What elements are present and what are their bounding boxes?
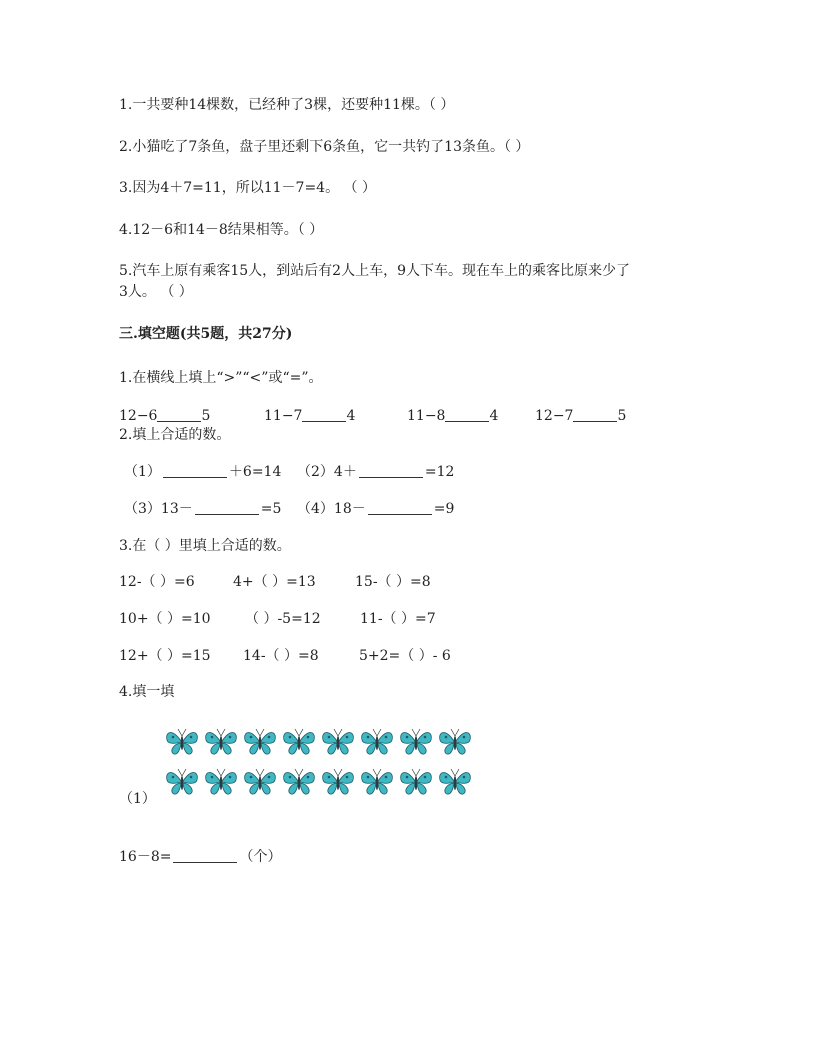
- butterfly-icon: [242, 766, 278, 798]
- fill-item: （1） ＋6=14: [124, 464, 282, 480]
- butterfly-icon: [203, 726, 239, 758]
- butterfly-picture: [160, 720, 478, 802]
- compare-item: 11−7 4: [264, 408, 356, 424]
- butterfly-icon: [281, 766, 317, 798]
- judge-q4: 4.12－6和14－8结果相等。（ ）: [119, 222, 324, 238]
- fill-item: （3）13－ =5: [124, 501, 282, 517]
- judge-q1: 1.一共要种14棵数，已经种了3棵，还要种11棵。（ ）: [119, 97, 455, 113]
- compare-item: 11−8 4: [407, 408, 499, 424]
- paren-item: 4+（ ）=13: [233, 574, 316, 590]
- butterfly-icon: [203, 766, 239, 798]
- compare-item: 12−6 5: [119, 408, 211, 424]
- fill-blank[interactable]: [195, 500, 259, 515]
- q3-title: 3.在（ ）里填上合适的数。: [119, 538, 291, 554]
- judge-q5-line1: 5.汽车上原有乘客15人，到站后有2人上车，9人下车。现在车上的乘客比原来少了: [119, 263, 630, 279]
- q4-sub-label: （1）: [119, 791, 156, 807]
- q4-equation: 16－8= （个）: [119, 849, 282, 865]
- butterfly-icon: [164, 726, 200, 758]
- paren-item: 15-（ ）=8: [355, 574, 431, 590]
- paren-item: 12-（ ）=6: [119, 574, 195, 590]
- q1-title: 1.在横线上填上“>”“<”或“=”。: [119, 370, 323, 386]
- butterfly-icon: [437, 726, 473, 758]
- compare-blank[interactable]: [445, 407, 489, 422]
- butterfly-icon: [359, 726, 395, 758]
- judge-q3: 3.因为4＋7=11，所以11－7=4。 （ ）: [119, 180, 376, 196]
- fill-blank[interactable]: [163, 463, 227, 478]
- paren-item: 10+（ ）=10: [119, 611, 211, 627]
- compare-item: 12−7 5: [535, 408, 627, 424]
- compare-blank[interactable]: [157, 407, 201, 422]
- butterfly-icon: [164, 766, 200, 798]
- judge-q2: 2.小猫吃了7条鱼，盘子里还剩下6条鱼，它一共钓了13条鱼。（ ）: [119, 139, 530, 155]
- fill-blank[interactable]: [368, 500, 432, 515]
- judge-q5-line2: 3人。 （ ）: [119, 284, 193, 300]
- butterfly-icon: [242, 726, 278, 758]
- butterfly-icon: [437, 766, 473, 798]
- compare-blank[interactable]: [302, 407, 346, 422]
- paren-item: 12+（ ）=15: [119, 648, 211, 664]
- answer-blank[interactable]: [173, 848, 237, 863]
- butterfly-icon: [320, 766, 356, 798]
- paren-item: （ ）-5=12: [245, 611, 321, 627]
- paren-item: 14-（ ）=8: [243, 648, 319, 664]
- compare-blank[interactable]: [573, 407, 617, 422]
- q2-title: 2.填上合适的数。: [119, 427, 231, 443]
- fill-blank[interactable]: [359, 463, 423, 478]
- butterfly-icon: [359, 766, 395, 798]
- fill-item: （4）18－ =9: [297, 501, 455, 517]
- paren-item: 5+2=（ ）- 6: [359, 648, 451, 664]
- butterfly-icon: [398, 766, 434, 798]
- butterfly-icon: [320, 726, 356, 758]
- butterfly-icon: [398, 726, 434, 758]
- butterfly-icon: [281, 726, 317, 758]
- fill-item: （2）4＋ =12: [297, 464, 455, 480]
- paren-item: 11-（ ）=7: [360, 611, 436, 627]
- section-heading: 三.填空题(共5题，共27分): [119, 326, 293, 342]
- q4-title: 4.填一填: [119, 684, 175, 700]
